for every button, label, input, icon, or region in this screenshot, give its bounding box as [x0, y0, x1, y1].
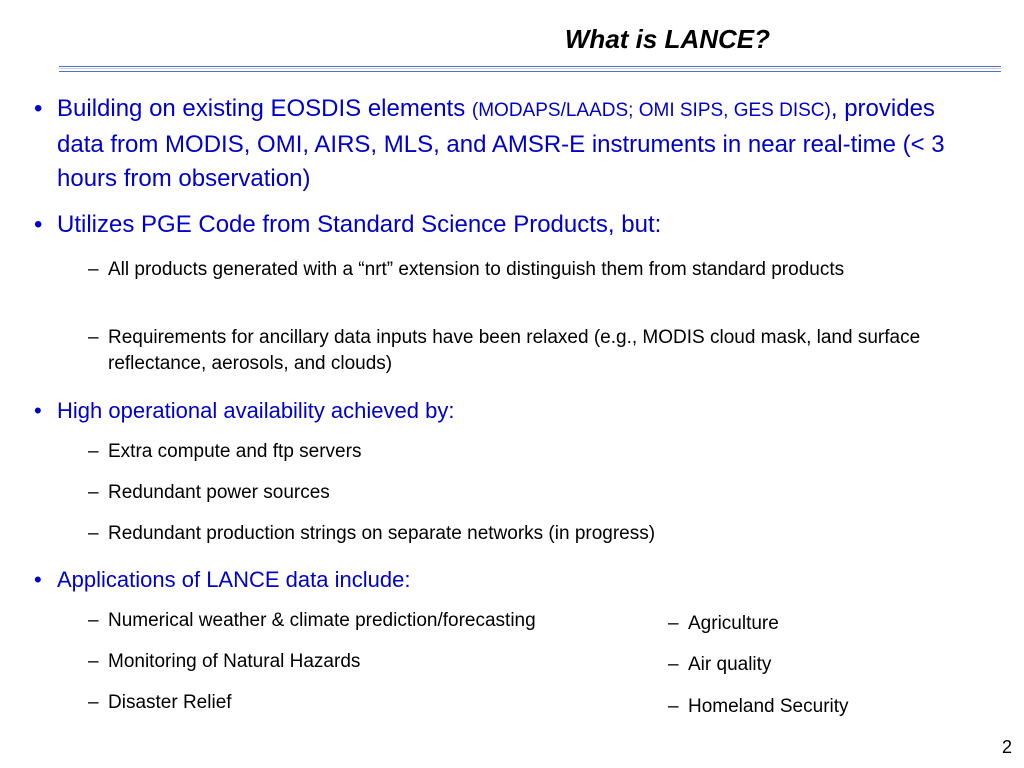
- bullet-text-part: , provides data from MODIS, OMI, AIRS, MLS, and AMSR-E instruments in near real-time (< 3 hours from observation): [57, 95, 945, 192]
- dash-marker: –: [668, 696, 679, 717]
- bullet-applications: [34, 565, 974, 595]
- sub-bullet-text: Redundant production strings on separate networks (in progress): [108, 523, 656, 544]
- bullet-text-part: Building on existing EOSDIS elements: [57, 95, 472, 122]
- sub-bullet-air-quality: [668, 652, 968, 678]
- slide-title: What is LANCE?: [564, 24, 770, 54]
- dash-marker: –: [668, 654, 679, 675]
- dash-marker: –: [668, 613, 679, 634]
- bullet-marker: •: [34, 567, 42, 592]
- sub-bullet-text: Air quality: [688, 654, 772, 675]
- sub-bullet-text: All products generated with a “nrt” extension to distinguish them from standard products: [108, 259, 845, 280]
- bullet-marker: •: [34, 398, 42, 423]
- sub-bullet-power-sources: [88, 480, 968, 506]
- sub-bullet-text: Redundant power sources: [108, 482, 330, 503]
- bullet-marker: •: [34, 95, 43, 122]
- sub-bullet-text: Agriculture: [688, 613, 779, 634]
- sub-bullet-text: Disaster Relief: [108, 692, 232, 713]
- sub-bullet-weather-prediction: [88, 608, 648, 634]
- sub-bullet-text: Numerical weather & climate prediction/forecasting: [108, 610, 536, 631]
- sub-bullet-ancillary-data: [88, 325, 968, 377]
- bullet-pge-code: [34, 208, 974, 242]
- bullet-text-small: (MODAPS/LAADS; OMI SIPS, GES DISC): [471, 100, 831, 121]
- page-number: 2: [1001, 737, 1012, 757]
- dash-marker: –: [88, 259, 99, 280]
- sub-bullet-production-strings: [88, 521, 968, 547]
- sub-bullet-text: Homeland Security: [688, 696, 849, 717]
- dash-marker: –: [88, 692, 99, 713]
- sub-bullet-compute-servers: [88, 439, 968, 465]
- bullet-availability: [34, 396, 974, 426]
- sub-bullet-nrt-extension: [88, 257, 968, 283]
- bullet-text: [57, 92, 974, 196]
- bullet-text: High operational availability achieved by:: [57, 398, 455, 423]
- sub-bullet-natural-hazards: [88, 649, 648, 675]
- sub-bullet-homeland-security: [668, 694, 968, 720]
- dash-marker: –: [88, 441, 99, 462]
- dash-marker: –: [88, 651, 99, 672]
- sub-bullet-text: Extra compute and ftp servers: [108, 441, 362, 462]
- bullet-eosdis: [34, 92, 974, 196]
- dash-marker: –: [88, 610, 99, 631]
- bullet-text: Applications of LANCE data include:: [57, 567, 411, 592]
- title-divider: [59, 66, 1001, 72]
- sub-bullet-disaster-relief: [88, 690, 648, 716]
- dash-marker: –: [88, 327, 99, 348]
- sub-bullet-text: Monitoring of Natural Hazards: [108, 651, 361, 672]
- bullet-text: Utilizes PGE Code from Standard Science Products, but:: [57, 211, 662, 238]
- sub-bullet-text: Requirements for ancillary data inputs have been relaxed (e.g., MODIS cloud mask, land surface reflectance, aerosols, and clouds): [108, 327, 921, 374]
- bullet-marker: •: [34, 211, 43, 238]
- sub-bullet-agriculture: [668, 611, 968, 637]
- dash-marker: –: [88, 523, 99, 544]
- dash-marker: –: [88, 482, 99, 503]
